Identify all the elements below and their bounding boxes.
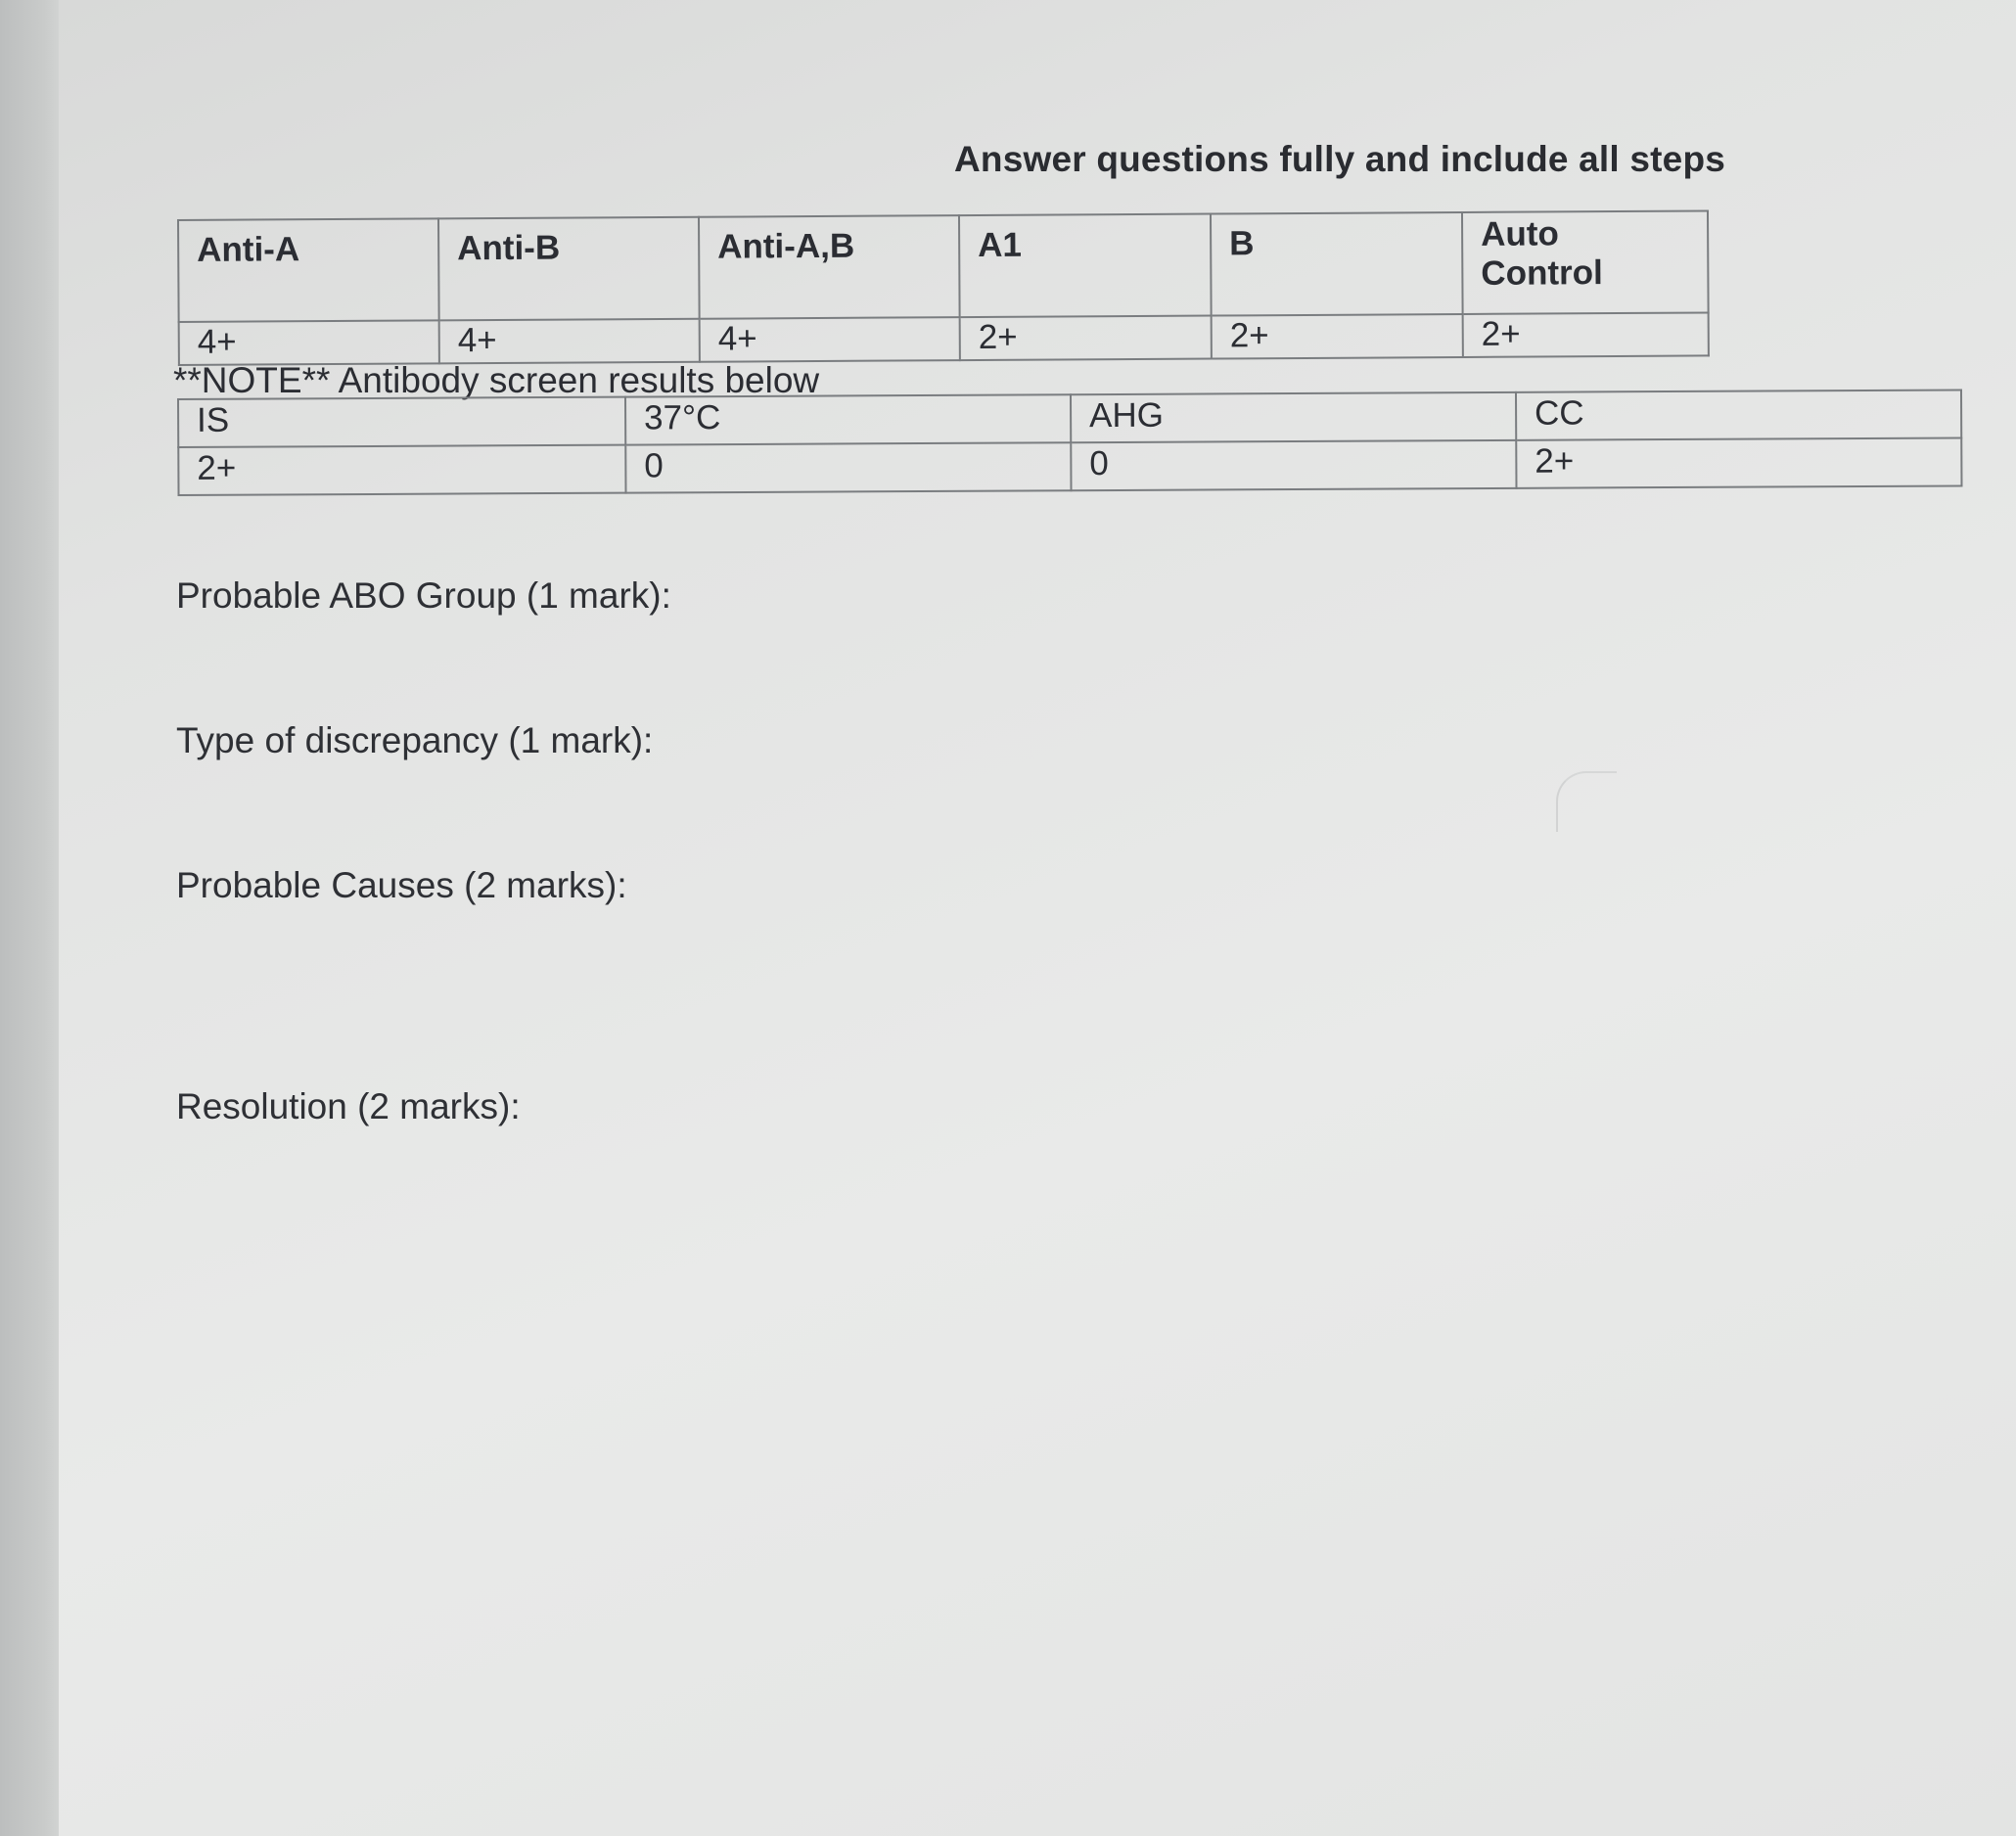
screen-value-row: [178, 437, 1961, 495]
abo-header-b: B: [1211, 212, 1463, 316]
screen-value-is: 2+: [178, 445, 625, 495]
antibody-screen-table: [177, 389, 1962, 496]
screen-header-37c: 37°C: [625, 394, 1071, 444]
screen-value-cc: 2+: [1516, 437, 1961, 487]
abo-header-anti-a: Anti-A: [178, 218, 439, 322]
abo-header-auto-control: Auto Control: [1462, 210, 1709, 314]
abo-value-auto-control: 2+: [1463, 312, 1709, 357]
screen-header-ahg: AHG: [1071, 392, 1516, 442]
question-discrepancy-type: Type of discrepancy (1 mark):: [176, 720, 654, 760]
abo-header-anti-ab: Anti-A,B: [699, 215, 960, 319]
screen-header-is: IS: [178, 397, 625, 447]
paper-glare-mark: [1556, 771, 1617, 832]
question-resolution: Resolution (2 marks):: [176, 1086, 521, 1126]
instruction-heading: Answer questions fully and include all steps: [954, 139, 1726, 179]
abo-typing-table: [177, 209, 1710, 366]
abo-header-row: [178, 210, 1709, 322]
page-edge-shadow: [0, 0, 63, 1836]
screen-header-cc: CC: [1516, 390, 1961, 439]
abo-header-a1: A1: [959, 214, 1212, 318]
screen-value-37c: 0: [625, 442, 1071, 492]
abo-value-anti-b: 4+: [439, 319, 700, 364]
abo-value-a1: 2+: [960, 316, 1212, 361]
screen-value-ahg: 0: [1071, 440, 1516, 490]
question-abo-group: Probable ABO Group (1 mark):: [176, 575, 671, 616]
abo-header-anti-b: Anti-B: [438, 217, 700, 321]
abo-value-anti-a: 4+: [179, 320, 439, 365]
antibody-screen-note: **NOTE** Antibody screen results below: [173, 360, 820, 400]
abo-value-row: [179, 312, 1709, 365]
abo-value-anti-ab: 4+: [700, 317, 960, 362]
question-probable-causes: Probable Causes (2 marks):: [176, 865, 627, 905]
abo-value-b: 2+: [1212, 314, 1463, 359]
